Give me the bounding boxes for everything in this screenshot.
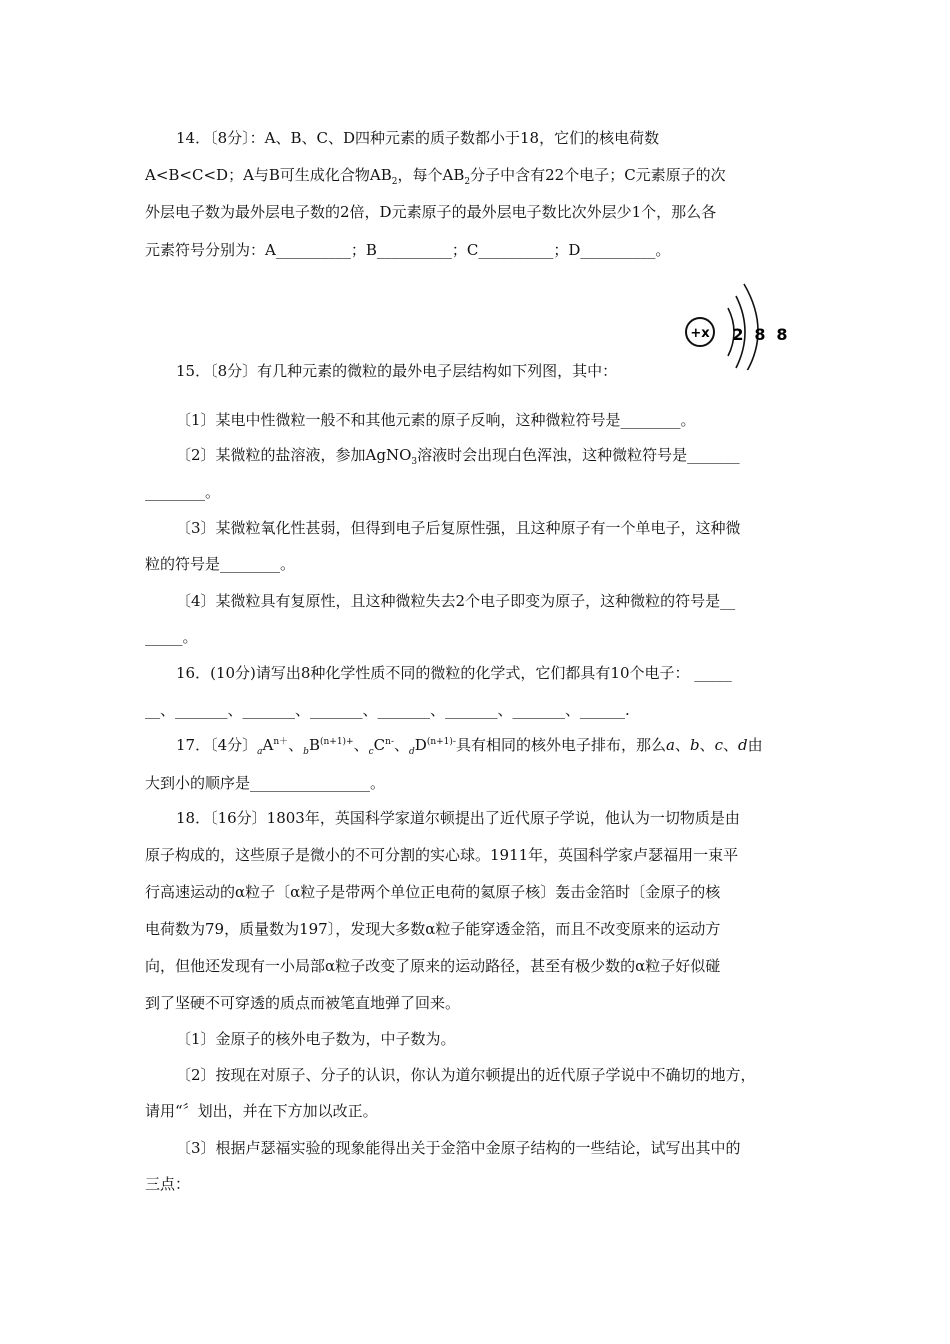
shell-3-count: 8 (776, 325, 788, 344)
q18-line3: 行高速运动的α粒子〔α粒子是带两个单位正电荷的氦原子核〕轰击金箔时〔金原子的核 (145, 883, 721, 901)
q15-part3-cont: 粒的符号是________。 (145, 555, 296, 573)
q18-part2: 〔2〕按现在对原子、分子的认识，你认为道尔顿提出的近代原子学说中不确切的地方， (176, 1066, 756, 1084)
q15-intro: 15．〔8分〕有几种元素的微粒的最外电子层结构如下列图，其中： (176, 362, 618, 380)
q18-line5: 向，但他还发现有一小局部α粒子改变了原来的运动路径，甚至有极少数的α粒子好似碰 (145, 957, 721, 975)
q18-line4: 电荷数为79，质量数为197〕，发现大多数α粒子能穿透金箔，而且不改变原来的运动方 (145, 920, 721, 938)
q18-line2: 原子构成的，这些原子是微小的不可分割的实心球。1911年，英国科学家卢瑟福用一束平 (145, 846, 739, 864)
q17-line1: 17．〔4分〕$_aA^{n+}$、$_bB^{(n+1)+}$、$_cC^{n-}$、$_dD^{(n+1)-}$具有相同的核外电子排布，那么a、b、c、d由 (176, 736, 763, 757)
q14-line2: A<B<C<D；A与B可生成化合物$AB_2$，每个$AB_2$分子中含有22个电子；C元素原子的次 (145, 166, 726, 187)
q17-line2: 大到小的顺序是________________。 (145, 774, 386, 792)
q14-line4: 元素符号分别为：A__________；B__________；C__________；D__________。 (145, 241, 671, 259)
shell-1-count: 2 (732, 325, 744, 344)
q16-line1: 16．(10分)请写出8种化学性质不同的微粒的化学式，它们都具有10个电子： _____ (176, 664, 732, 682)
q18-part3: 〔3〕根据卢瑟福实验的现象能得出关于金箔中金原子结构的一些结论，试写出其中的 (176, 1139, 741, 1157)
q14-line1: 14．〔8分〕：A、B、C、D四种元素的质子数都小于18，它们的核电荷数 (176, 129, 660, 147)
q15-part3: 〔3〕某微粒氧化性甚弱，但得到电子后复原性强，且这种原子有一个单电子，这种微 (176, 519, 741, 537)
q18-part1: 〔1〕金原子的核外电子数为，中子数为。 (176, 1030, 456, 1048)
q18-line1: 18．〔16分〕1803年，英国科学家道尔顿提出了近代原子学说，他认为一切物质是由 (176, 809, 740, 827)
q15-part2: 〔2〕某微粒的盐溶液，参加AgNO$_3$溶液时会出现白色浑浊，这种微粒符号是_______ (176, 446, 740, 467)
electron-shell-diagram (680, 280, 790, 370)
q15-part4: 〔4〕某微粒具有复原性，且这种微粒失去2个电子即变为原子，这种微粒的符号是__ (176, 592, 736, 610)
q18-part2-cont: 请用“〞划出，并在下方加以改正。 (145, 1102, 378, 1120)
nucleus-charge-label: +x (690, 326, 710, 341)
q16-line2: __、_______、_______、_______、_______、_______、_______、______. (145, 701, 630, 719)
q15-part2-cont: ________。 (145, 483, 221, 501)
q18-part3-cont: 三点： (145, 1175, 191, 1193)
q18-line6: 到了坚硬不可穿透的质点而被笔直地弹了回来。 (145, 994, 461, 1012)
q15-part4-cont: _____。 (145, 628, 198, 646)
q15-part1: 〔1〕某电中性微粒一般不和其他元素的原子反响，这种微粒符号是________。 (176, 411, 696, 429)
shell-2-count: 8 (754, 325, 766, 344)
q14-line3: 外层电子数为最外层电子数的2倍，D元素原子的最外层电子数比次外层少1个，那么各 (145, 203, 717, 221)
